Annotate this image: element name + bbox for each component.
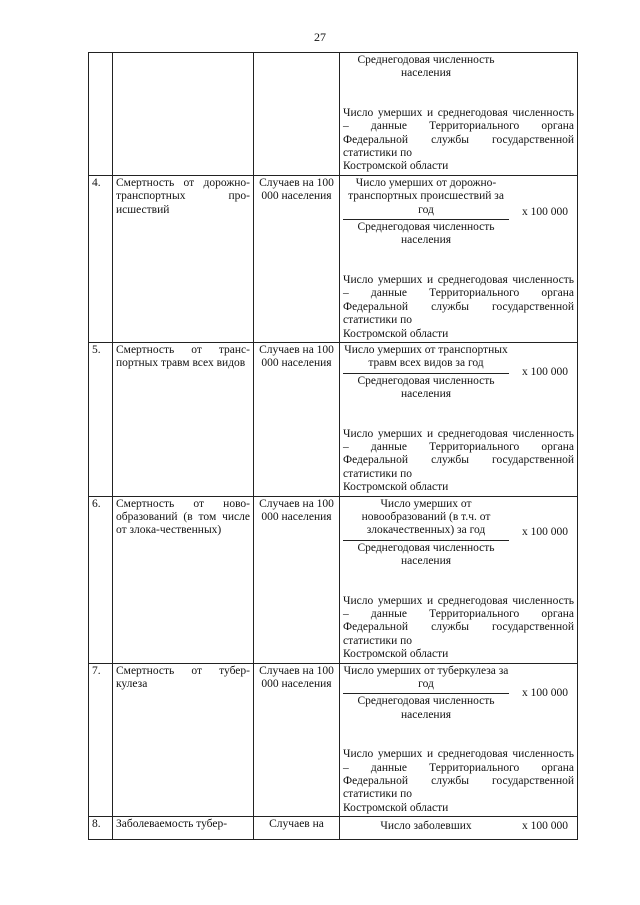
table-row (89, 342, 578, 496)
table-row-continuation (89, 53, 578, 176)
source-note (343, 274, 574, 341)
source-note (343, 428, 574, 495)
formula-multiplier: х 100 000 (522, 686, 568, 699)
unit-of-measure: Случаев на 100 000 населения (254, 496, 340, 663)
table-row (89, 175, 578, 342)
source-note-region: Костромской области (343, 481, 449, 494)
unit-of-measure: Случаев на (254, 817, 340, 840)
indicators-table (88, 52, 578, 840)
row-number: 8. (89, 817, 113, 840)
source-note-region: Костромской области (343, 801, 449, 814)
source-note-text: Число умерших и среднегодовая численность – данные Территориального органа Федеральной службы государственной статистики по (343, 273, 574, 327)
unit-cell (254, 53, 340, 176)
fraction (343, 344, 509, 402)
table-row (89, 496, 578, 663)
fraction (343, 177, 509, 248)
indicator-name: Смертность от транс-портных травм всех видов (113, 342, 254, 496)
formula-numerator: Число умерших от транспортных травм всех видов за год (343, 344, 509, 374)
formula-numerator: Число умерших от туберкулеза за год (343, 665, 509, 695)
formula-cell (340, 817, 578, 840)
formula-multiplier: х 100 000 (522, 526, 568, 539)
row-number: 6. (89, 496, 113, 663)
formula (343, 498, 574, 569)
fraction (343, 498, 509, 569)
formula-cell (340, 175, 578, 342)
formula-cell (340, 663, 578, 817)
row-number: 7. (89, 663, 113, 817)
table-row-partial (89, 817, 578, 840)
formula (343, 818, 574, 833)
formula-multiplier: х 100 000 (522, 205, 568, 218)
formula-multiplier: х 100 000 (522, 366, 568, 379)
formula (343, 344, 574, 402)
indicator-name: Смертность от тубер-кулеза (113, 663, 254, 817)
formula-denominator: Среднегодовая численность населения (357, 221, 495, 247)
row-number: 4. (89, 175, 113, 342)
row-number: 5. (89, 342, 113, 496)
fraction (343, 665, 509, 723)
formula-denominator: Среднегодовая численность населения (357, 695, 495, 721)
formula (343, 177, 574, 248)
unit-of-measure: Случаев на 100 000 населения (254, 342, 340, 496)
formula-cell (340, 496, 578, 663)
source-note-text: Число умерших и среднегодовая численность – данные Территориального органа Федеральной службы государственной статистики по (343, 106, 574, 160)
unit-of-measure: Случаев на 100 000 населения (254, 663, 340, 817)
source-note (343, 595, 574, 662)
num-cell (89, 53, 113, 176)
formula-denominator: Среднегодовая численность населения (357, 374, 495, 401)
source-note-text: Число умерших и среднегодовая численность – данные Территориального органа Федеральной службы государственной статистики по (343, 427, 574, 480)
formula (343, 665, 574, 723)
formula-denominator: Среднегодовая численность населения (357, 541, 495, 568)
source-note-region: Костромской области (343, 160, 449, 173)
source-note-text: Число умерших и среднегодовая численность – данные Территориального органа Федеральной службы государственной статистики по (343, 594, 574, 647)
source-note-region: Костромской области (343, 648, 449, 661)
formula-multiplier: х 100 000 (522, 820, 568, 833)
formula-numerator: Число умерших от дорожно-транспортных происшествий за год (343, 177, 509, 220)
page-number: 27 (314, 30, 326, 44)
source-note-text: Число умерших и среднегодовая численность – данные Территориального органа Федеральной службы государственной статистики по (343, 748, 574, 801)
formula-numerator: Число умерших от новообразований (в т.ч. от злокачественных) за год (343, 498, 509, 541)
source-note-region: Костромской области (343, 327, 449, 340)
indicator-name: Смертность от дорожно-транспортных про-исшествий (113, 175, 254, 342)
indicator-name: Заболеваемость тубер- (113, 817, 254, 840)
unit-of-measure: Случаев на 100 000 населения (254, 175, 340, 342)
formula-cell (340, 53, 578, 176)
name-cell (113, 53, 254, 176)
formula-cell (340, 342, 578, 496)
table-row (89, 663, 578, 817)
source-note (343, 107, 574, 174)
source-note (343, 748, 574, 815)
formula-numerator: Число заболевших (380, 820, 472, 833)
indicator-name: Смертность от ново-образований (в том числе от злока-чественных) (113, 496, 254, 663)
formula-denominator: Среднегодовая численность населения (357, 54, 495, 80)
